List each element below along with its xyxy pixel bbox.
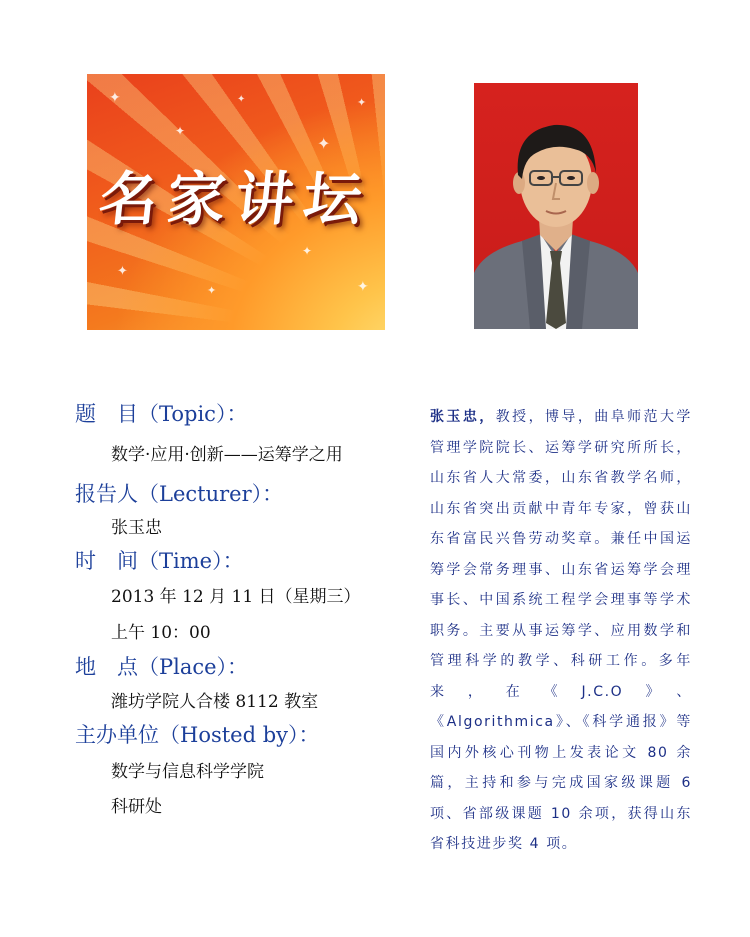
sparkle-icon: ✦ [357,96,367,109]
topic-label: 题 目（Topic）： [75,402,248,426]
sparkle-icon: ✦ [207,284,217,297]
time-date-value: 2013 年 12 月 11 日（星期三） [111,587,361,607]
speaker-photo [474,83,638,329]
sparkle-icon: ✦ [357,279,369,295]
place-label: 地 点（Place）： [75,655,249,679]
sparkle-icon: ✦ [302,244,313,258]
banner-title: 名家讲坛 [95,165,376,233]
bio-name: 张玉忠， [430,409,496,425]
sparkle-icon: ✦ [109,90,121,106]
sparkle-icon: ✦ [175,124,186,138]
speaker-portrait [474,83,638,329]
speaker-bio [430,402,692,860]
sparkle-icon: ✦ [237,94,246,105]
lecturer-value: 张玉忠 [111,518,162,538]
topic-value: 数学·应用·创新——运筹学之用 [111,445,343,465]
host-label: 主办单位（Hosted by）： [75,723,320,747]
host-value-1: 数学与信息科学学院 [111,762,264,782]
time-hour-value: 上午 10：00 [111,623,211,643]
place-value: 潍坊学院人合楼 8112 教室 [111,692,319,712]
sparkle-icon: ✦ [317,134,331,153]
lecture-banner [87,74,385,330]
lecturer-label: 报告人（Lecturer）： [75,482,284,506]
sparkle-icon: ✦ [117,264,128,279]
time-label: 时 间（Time）： [75,549,244,573]
bio-text: 教授，博导，曲阜师范大学管理学院院长、运筹学研究所所长，山东省人大常委，山东省教学名师，山东省突出贡献中青年专家，曾获山东省富民兴鲁劳动奖章。兼任中国运筹学会常务理事、山东省运筹学会理事长、中国系统工程学会理事等学术职务。主要从事运筹学、应用数学和管理科学的教学、科研工作。多年来，在《J.C.O》、《Algorithmica》、《科学通报》等国内外核心刊物上发表论文 80 余篇，主持和参与完成国家级课题 6 项、省部级课题 10 余项，获得山东省科技进步奖 4 项。 [430,409,693,852]
host-value-2: 科研处 [111,797,162,817]
